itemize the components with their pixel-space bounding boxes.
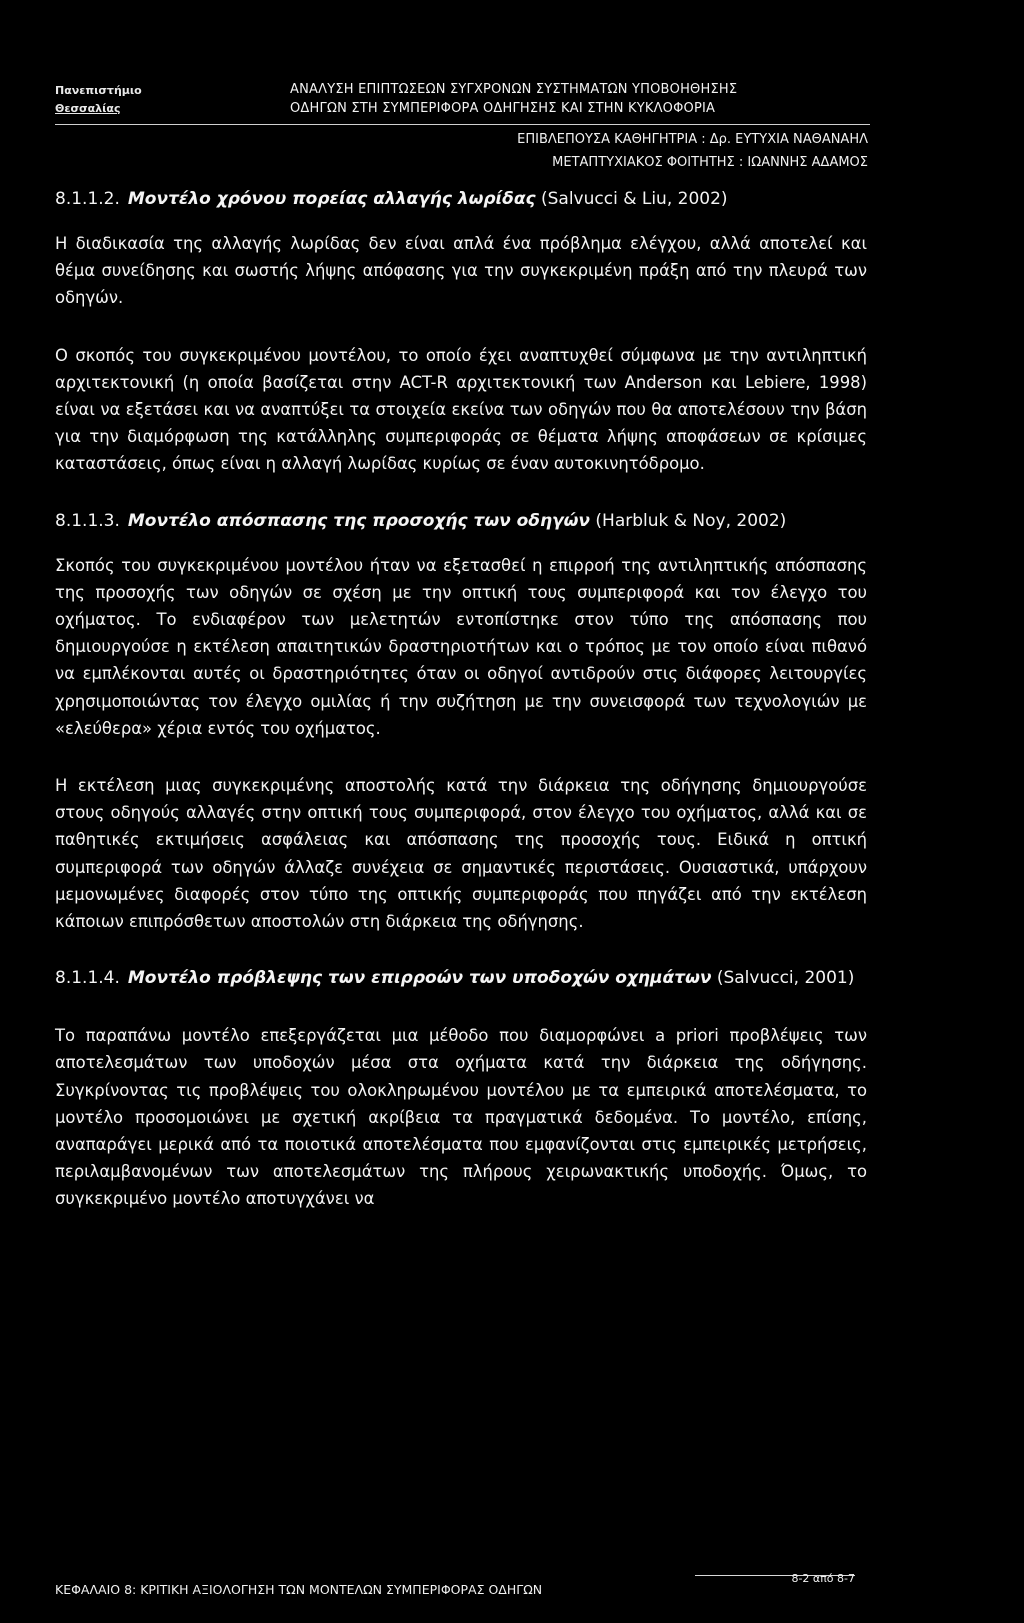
- section-number: 8.1.1.2.: [55, 189, 120, 209]
- paragraph: Ο σκοπός του συγκεκριμένου μοντέλου, το οποίο έχει αναπτυχθεί σύμφωνα με την αντιληπτική αρχιτεκτονική (η οποία βασίζεται στην ACT-R αρχιτεκτονική των Anderson και Lebiere, 1998) είναι να εξετάσει και να αναπτύξει τα στοιχεία εκείνα των οδηγών που θα αποτελέσουν την βάση για την διαμόρφωση της κατάλληλης συμπεριφοράς σε θέματα λήψης αποφάσεων σε κρίσιμες καταστάσεις, όπως είναι η αλλαγή λωρίδας κυρίως σε έναν αυτοκινητόδρομο.: [55, 345, 867, 474]
- university-line-1: Πανεπιστήμιο: [55, 84, 142, 97]
- page-footer: [55, 1570, 867, 1600]
- paragraph: Η διαδικασία της αλλαγής λωρίδας δεν είναι απλά ένα πρόβλημα ελέγχου, αλλά αποτελεί και θέμα συνείδησης και σωστής λήψης απόφασης για την συγκεκριμένη πράξη από την πλευρά των οδηγών.: [55, 234, 867, 308]
- section-heading: [55, 965, 867, 992]
- paragraph: Η εκτέλεση μιας συγκεκριμένης αποστολής κατά την διάρκεια της οδήγησης δημιουργούσε στους οδηγούς αλλαγές στην οπτική τους συμπεριφορά, στον έλεγχο του οχήματος, αλλά και σε παθητικές εκτιμήσεις ασφάλειας και απόσπασης της προσοχής τους. Ειδικά η οπτική συμπεριφορά των οδηγών άλλαζε συνέχεια σε σημαντικές περιστάσεις. Ουσιαστικά, υπάρχουν μεμονωμένες διαφορές στον τύπο της οπτικής συμπεριφοράς που πηγάζει από την εκτέλεση κάποιων επιπρόσθετων αποστολών στη διάρκεια της οδήγησης.: [55, 776, 867, 932]
- page-number: 8-2 από 8-7: [791, 1572, 855, 1585]
- document-body: [55, 186, 867, 1213]
- student-line: ΜΕΤΑΠΤΥΧΙΑΚΟΣ ΦΟΙΤΗΤΗΣ : ΙΩΑΝΝΗΣ ΑΔΑΜΟΣ: [552, 155, 868, 170]
- chapter-title: ΚΕΦΑΛΑΙΟ 8: ΚΡΙΤΙΚΗ ΑΞΙΟΛΟΓΗΣΗ ΤΩΝ ΜΟΝΤΕΛΩΝ ΣΥΜΠΕΡΙΦΟΡΑΣ ΟΔΗΓΩΝ: [55, 1582, 543, 1597]
- page-header: [0, 0, 1024, 175]
- section-title: Μοντέλο πρόβλεψης των επιρροών των υποδοχών οχημάτων: [127, 968, 712, 989]
- thesis-title-line-1: ΑΝΑΛΥΣΗ ΕΠΙΠΤΩΣΕΩΝ ΣΥΓΧΡΟΝΩΝ ΣΥΣΤΗΜΑΤΩΝ ΥΠΟΒΟΗΘΗΣΗΣ: [290, 82, 738, 97]
- paragraph: Σκοπός του συγκεκριμένου μοντέλου ήταν να εξετασθεί η επιρροή της αντιληπτικής απόσπασης της προσοχής των οδηγών σε σχέση με την οπτική τους συμπεριφορά και τον έλεγχο του οχήματος. Το ενδιαφέρον των μελετητών εντοπίστηκε στον τύπο της απόσπασης που δημιουργούσε η εκτέλεση απαιτητικών δραστηριοτήτων και ο τρόπος με τον οποίο είναι πιθανό να εμπλέκονται αυτές οι δραστηριότητες όταν οι οδηγοί αντιδρούν στις διάφορες λειτουργίες χρησιμοποιώντας τον έλεγχο ομιλίας ή την συζήτηση με την συνεισφορά των τεχνολογιών με «ελεύθερα» χέρια εντός του οχήματος.: [55, 555, 867, 738]
- header-credits: [517, 128, 868, 174]
- section-number: 8.1.1.3.: [55, 510, 120, 531]
- section-citation: (Salvucci, 2001): [716, 968, 855, 989]
- university-line-2: Θεσσαλίας: [55, 102, 121, 115]
- header-divider: [55, 124, 870, 125]
- section-citation: (Harbluk & Noy, 2002): [595, 510, 787, 531]
- section-title: Μοντέλο απόσπασης της προσοχής των οδηγών: [127, 510, 590, 531]
- university-name: [55, 82, 142, 118]
- section-heading: [55, 186, 867, 213]
- section-citation: (Salvucci & Liu, 2002): [540, 189, 728, 209]
- paragraph: Το παραπάνω μοντέλο επεξεργάζεται μια μέθοδο που διαμορφώνει a priori προβλέψεις των αποτελεσμάτων των υποδοχών μέσα στα οχήματα κατά την διάρκεια της οδήγησης. Συγκρίνοντας τις προβλέψεις του ολοκληρωμένου μοντέλου με τα εμπειρικά αποτελέσματα, το μοντέλο προσομοιώνει με σχετική ακρίβεια τα πραγματικά δεδομένα. Το μοντέλο, επίσης, αναπαράγει μερικά από τα ποιοτικά αποτελέσματα που εμφανίζονται στις εμπειρικές μετρήσεις, περιλαμβανομένων των αποτελεσμάτων της πλήρους χειρωνακτικής υποδοχής. Όμως, το συγκεκριμένο μοντέλο αποτυγχάνει να: [55, 1026, 867, 1209]
- thesis-title: [290, 80, 737, 118]
- section-heading: [55, 508, 867, 535]
- thesis-title-line-2: ΟΔΗΓΩΝ ΣΤΗ ΣΥΜΠΕΡΙΦΟΡΑ ΟΔΗΓΗΣΗΣ ΚΑΙ ΣΤΗΝ ΚΥΚΛΟΦΟΡΙΑ: [290, 101, 716, 116]
- section-number: 8.1.1.4.: [55, 968, 120, 989]
- section-title: Μοντέλο χρόνου πορείας αλλαγής λωρίδας: [127, 189, 536, 209]
- supervisor-line: ΕΠΙΒΛΕΠΟΥΣΑ ΚΑΘΗΓΗΤΡΙΑ : Δρ. ΕΥΤΥΧΙΑ ΝΑΘΑΝΑΗΛ: [517, 132, 868, 147]
